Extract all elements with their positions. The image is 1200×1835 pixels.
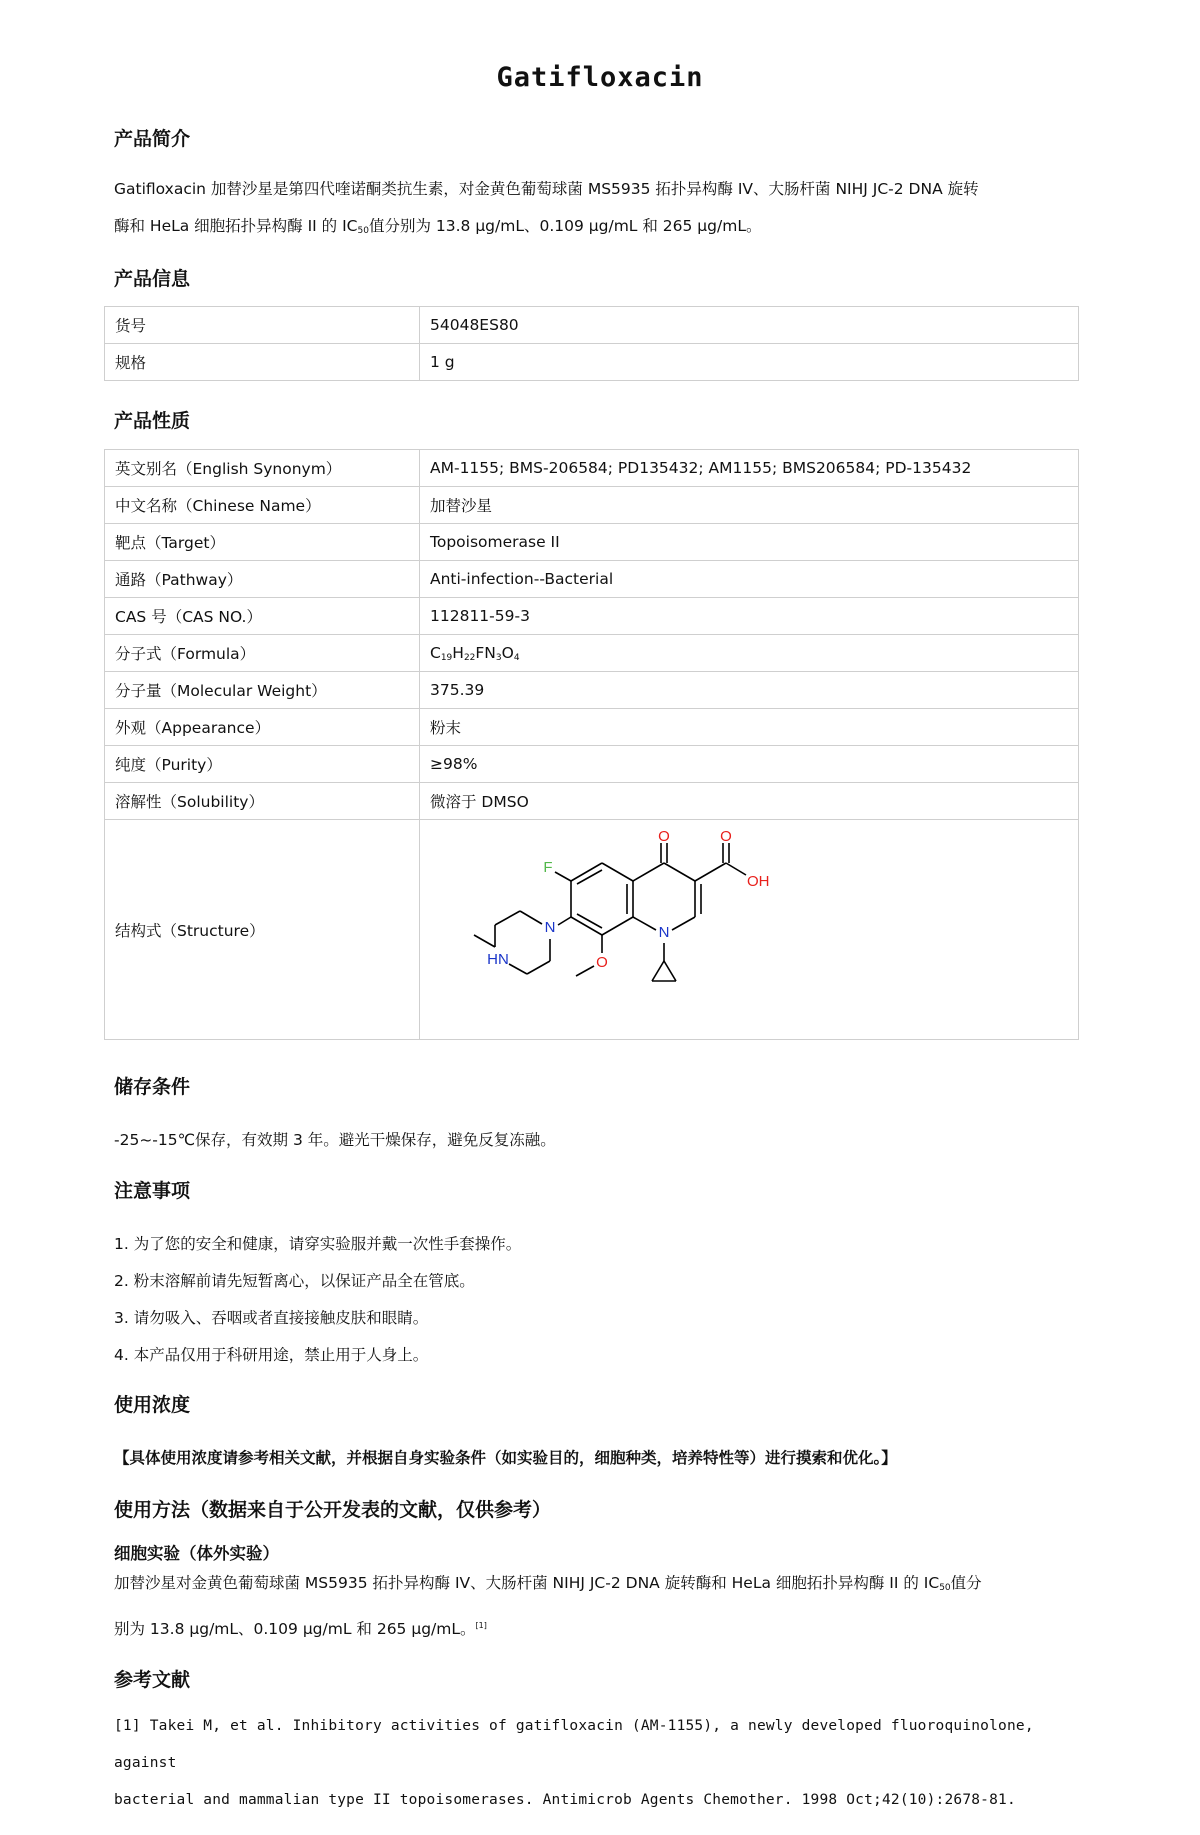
reference-mark[interactable]: [1] [475, 1621, 487, 1630]
table-row [105, 783, 1079, 820]
method-line-2: 别为 13.8 μg/mL、0.109 μg/mL 和 265 μg/mL。[1] [114, 1620, 487, 1638]
target-value: Topoisomerase II [420, 524, 1079, 561]
intro-line-1: Gatifloxacin 加替沙星是第四代喹诺酮类抗生素，对金黄色葡萄球菌 MS5935 拓扑异构酶 IV、大肠杆菌 NIHJ JC-2 DNA 旋转 [114, 180, 979, 198]
target-label: 靶点（Target） [105, 524, 420, 561]
structure-bonds [474, 843, 746, 981]
formula-value: $C_{19}H_{22}FN_3O_4$ [420, 635, 1079, 672]
atom-label: N [658, 923, 670, 941]
solubility-value: 微溶于 DMSO [420, 783, 1079, 820]
cas-value: 112811-59-3 [420, 598, 1079, 635]
atom-label: O [658, 827, 670, 845]
synonym-value: AM-1155; BMS-206584; PD135432; AM1155; BMS206584; PD-135432 [420, 450, 1079, 487]
purity-value: ≥98% [420, 746, 1079, 783]
table-row [105, 598, 1079, 635]
sku-label: 货号 [105, 307, 420, 344]
notes-heading: 注意事项 [114, 1180, 191, 1202]
mw-value: 375.39 [420, 672, 1079, 709]
list-item: 4. 本产品仅用于科研用途，禁止用于人身上。 [114, 1346, 429, 1364]
page-title: Gatifloxacin [496, 62, 704, 93]
atom-label: HN [487, 950, 509, 968]
table-row [105, 820, 1079, 1040]
chinese-name-value: 加替沙星 [420, 487, 1079, 524]
table-row [105, 450, 1079, 487]
references-heading: 参考文献 [114, 1669, 191, 1691]
intro-heading: 产品简介 [114, 128, 191, 150]
list-item: 1. 为了您的安全和健康，请穿实验服并戴一次性手套操作。 [114, 1235, 522, 1253]
solubility-label: 溶解性（Solubility） [105, 783, 420, 820]
concentration-text: 【具体使用浓度请参考相关文献，并根据自身实验条件（如实验目的，细胞种类，培养特性等）进行摸索和优化。】 [114, 1449, 897, 1467]
appearance-label: 外观（Appearance） [105, 709, 420, 746]
sku-value: 54048ES80 [420, 307, 1079, 344]
table-row [105, 524, 1079, 561]
cas-label: CAS 号（CAS NO.） [105, 598, 420, 635]
size-value: 1 g [420, 344, 1079, 381]
intro-paragraph [114, 171, 1094, 250]
structure-cell [420, 820, 1079, 1040]
method-subheading: 细胞实验（体外实验） [114, 1544, 279, 1563]
size-label: 规格 [105, 344, 420, 381]
atom-label: OH [747, 872, 770, 890]
method-paragraph [114, 1565, 1094, 1648]
purity-label: 纯度（Purity） [105, 746, 420, 783]
gatifloxacin-structure [420, 821, 820, 1039]
storage-text: -25~-15℃保存，有效期 3 年。避光干燥保存，避免反复冻融。 [114, 1131, 556, 1149]
formula-label: 分子式（Formula） [105, 635, 420, 672]
table-row [105, 561, 1079, 598]
atom-label: F [543, 858, 553, 876]
atom-label: N [544, 918, 556, 936]
synonym-label: 英文别名（English Synonym） [105, 450, 420, 487]
reference-line-2: bacterial and mammalian type II topoisomerases. Antimicrob Agents Chemother. 1998 Oct;42(10):2678-81. [114, 1792, 1016, 1808]
method-line-1: 加替沙星对金黄色葡萄球菌 MS5935 拓扑异构酶 IV、大肠杆菌 NIHJ JC-2 DNA 旋转酶和 HeLa 细胞拓扑异构酶 II 的 $IC_{50}$值分 [114, 1574, 982, 1593]
table-row [105, 487, 1079, 524]
appearance-value: 粉末 [420, 709, 1079, 746]
concentration-heading: 使用浓度 [114, 1394, 191, 1416]
pathway-label: 通路（Pathway） [105, 561, 420, 598]
table-row [105, 635, 1079, 672]
table-row [105, 344, 1079, 381]
atom-label: O [596, 953, 608, 971]
table-row [105, 307, 1079, 344]
storage-heading: 储存条件 [114, 1076, 191, 1098]
product-info-table [104, 306, 1079, 381]
reference-line-1: [1] Takei M, et al. Inhibitory activities of gatifloxacin (AM-1155), a newly developed fluoroquinolone, against [114, 1718, 1034, 1771]
mw-label: 分子量（Molecular Weight） [105, 672, 420, 709]
structure-atom-labels [487, 828, 769, 971]
properties-table [104, 449, 1079, 1040]
method-heading: 使用方法（数据来自于公开发表的文献，仅供参考） [114, 1499, 552, 1521]
structure-label: 结构式（Structure） [105, 820, 420, 1040]
list-item: 2. 粉末溶解前请先短暂离心，以保证产品全在管底。 [114, 1272, 475, 1290]
table-row [105, 672, 1079, 709]
atom-label: O [720, 827, 732, 845]
properties-heading: 产品性质 [114, 410, 191, 432]
intro-line-2: 酶和 HeLa 细胞拓扑异构酶 II 的 $IC_{50}$值分别为 13.8 μg/mL、0.109 μg/mL 和 265 μg/mL。 [114, 217, 762, 236]
reference-item [114, 1708, 1094, 1819]
product-info-heading: 产品信息 [114, 268, 191, 290]
list-item: 3. 请勿吸入、吞咽或者直接接触皮肤和眼睛。 [114, 1309, 429, 1327]
chinese-name-label: 中文名称（Chinese Name） [105, 487, 420, 524]
table-row [105, 746, 1079, 783]
pathway-value: Anti-infection--Bacterial [420, 561, 1079, 598]
table-row [105, 709, 1079, 746]
